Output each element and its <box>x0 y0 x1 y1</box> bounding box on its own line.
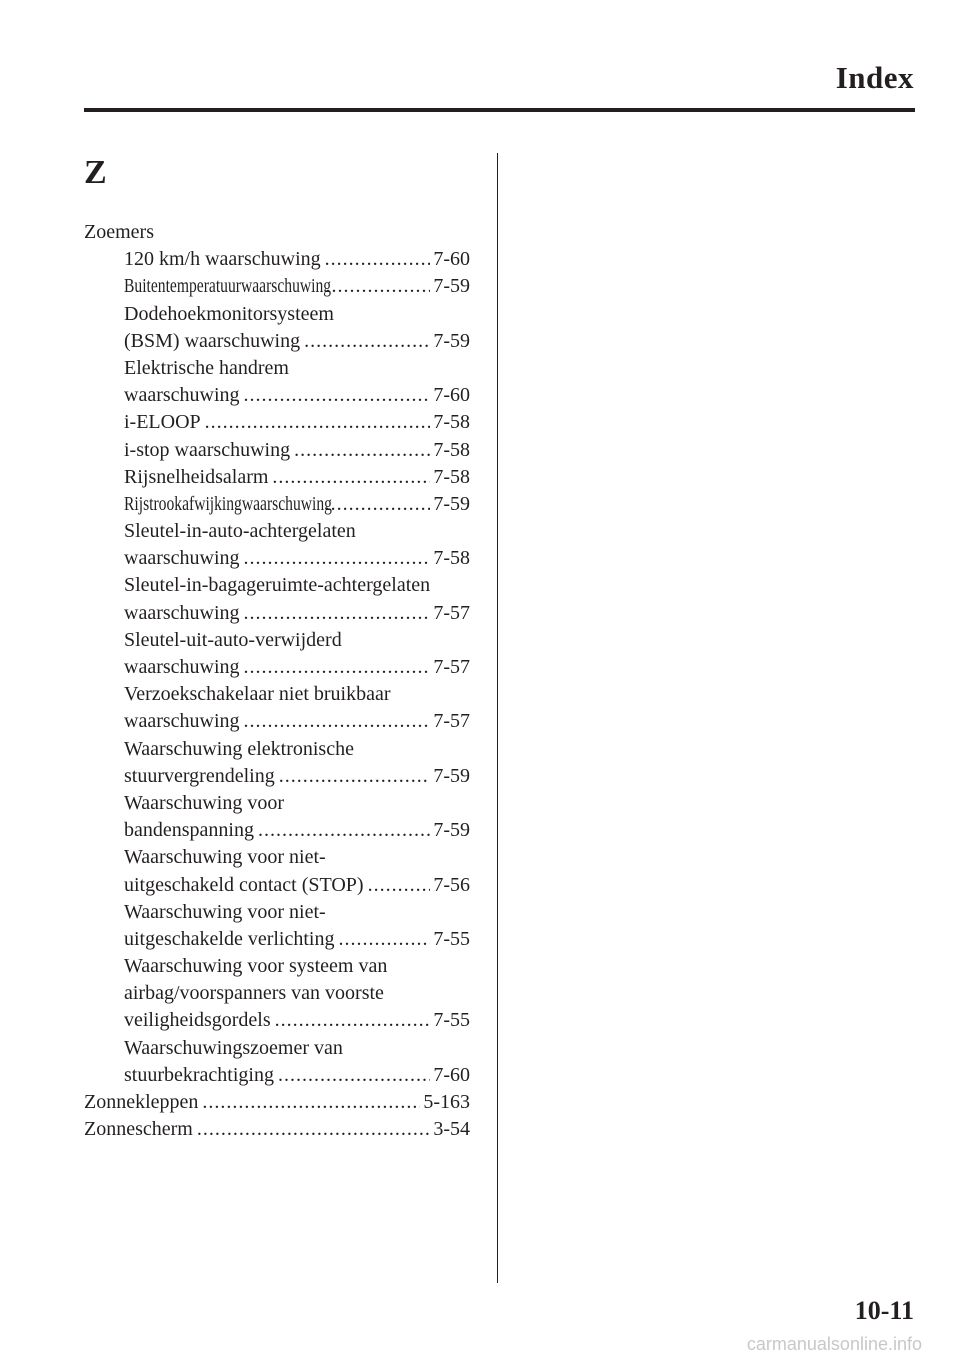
index-entry-text: veiligheidsgordels <box>124 1009 271 1032</box>
page-reference: 7-58 <box>433 438 470 461</box>
page-reference: 3-54 <box>433 1118 470 1141</box>
index-entry <box>84 708 470 735</box>
dot-leader <box>325 246 431 273</box>
index-entry-continued <box>84 627 470 654</box>
index-entry <box>84 817 470 844</box>
index-entry <box>84 464 470 491</box>
page-reference: 7-60 <box>433 248 470 271</box>
dot-leader <box>244 382 431 409</box>
index-entry-text: Rijsnelheidsalarm <box>124 465 269 488</box>
index-entry-continued <box>84 980 470 1007</box>
index-entry-text: uitgeschakeld contact (STOP) <box>124 873 364 896</box>
page-reference: 7-58 <box>433 411 470 434</box>
page-number: 10-11 <box>854 1296 914 1325</box>
index-entry-text: waarschuwing <box>124 384 240 407</box>
header-rule <box>84 108 915 112</box>
index-entry <box>84 273 470 300</box>
dot-leader <box>368 872 431 899</box>
dot-leader <box>244 600 431 627</box>
index-entry-text: Sleutel-in-auto-achtergelaten <box>124 520 356 543</box>
index-entry <box>84 491 470 518</box>
index-entry-text: 120 km/h waarschuwing <box>124 248 321 271</box>
index-entry-text: waarschuwing <box>124 601 240 624</box>
index-entry-continued <box>84 355 470 382</box>
page-reference: 7-55 <box>433 927 470 950</box>
index-entry-continued <box>84 1035 470 1062</box>
index-entry <box>84 1062 470 1089</box>
index-entry-text: i-stop waarschuwing <box>124 438 291 461</box>
index-entry-continued <box>84 790 470 817</box>
index-entry-text: airbag/voorspanners van voorste <box>124 982 384 1005</box>
page-reference: 7-59 <box>433 329 470 352</box>
index-entry-continued <box>84 301 470 328</box>
index-entry-text: stuurbekrachtiging <box>124 1063 274 1086</box>
index-entry <box>84 409 470 436</box>
index-entry-continued <box>84 518 470 545</box>
index-entry-text: Waarschuwing voor niet- <box>124 900 326 923</box>
dot-leader <box>197 1116 430 1143</box>
page-reference: 7-57 <box>433 710 470 733</box>
index-entry-continued <box>84 899 470 926</box>
dot-leader <box>325 273 430 300</box>
index-entry <box>84 926 470 953</box>
index-entry-text: Sleutel-in-bagageruimte-achtergelaten <box>124 574 431 597</box>
index-entry-text: (BSM) waarschuwing <box>124 329 301 352</box>
index-entry <box>84 1116 470 1143</box>
index-entry-continued <box>84 953 470 980</box>
index-entry-text: waarschuwing <box>124 547 240 570</box>
index-entry-continued <box>84 681 470 708</box>
dot-leader <box>244 545 431 572</box>
index-entry-text: Waarschuwing voor <box>124 791 285 814</box>
index-entry-text: Waarschuwingszoemer van <box>124 1036 343 1059</box>
index-entry-text: Verzoekschakelaar niet bruikbaar <box>124 683 391 706</box>
index-entry-heading <box>84 219 470 246</box>
index-entry-text: waarschuwing <box>124 656 240 678</box>
dot-leader <box>205 409 431 436</box>
index-entry <box>84 545 470 572</box>
page-header-title: Index <box>835 60 914 95</box>
dot-leader <box>258 817 430 844</box>
index-entry-text: bandenspanning <box>124 819 254 842</box>
dot-leader <box>325 491 431 518</box>
page-reference: 7-59 <box>433 275 470 298</box>
dot-leader <box>244 708 431 735</box>
page-reference: 5-163 <box>423 1091 470 1113</box>
index-entry <box>84 763 470 790</box>
index-entry <box>84 382 470 409</box>
page-reference: 7-60 <box>433 1063 470 1086</box>
index-entry-text: Rijstrookafwijkingwaarschuwing <box>124 492 332 515</box>
page-reference: 7-58 <box>433 465 470 488</box>
index-entry <box>84 872 470 899</box>
column-divider <box>497 153 498 1283</box>
index-entry-text: stuurvergrendeling <box>124 764 275 787</box>
index-entry-text: Waarschuwing elektronische <box>124 737 354 760</box>
watermark: carmanualsonline.info <box>746 1334 922 1354</box>
index-entry-text: Zonnekleppen <box>84 1091 199 1113</box>
index-entry-text: i-ELOOP <box>124 411 201 434</box>
dot-leader <box>275 1007 431 1034</box>
page-reference: 7-55 <box>433 1009 470 1032</box>
index-entry-text: Zonnescherm <box>84 1118 193 1141</box>
index-entry <box>84 654 470 681</box>
dot-leader <box>202 1089 420 1116</box>
index-entry-continued <box>84 844 470 871</box>
page-reference: 7-60 <box>433 384 470 407</box>
dot-leader <box>278 1062 430 1089</box>
index-entry <box>84 1089 470 1116</box>
index-entry <box>84 1007 470 1034</box>
page-reference: 7-59 <box>433 819 470 842</box>
index-entry-text: uitgeschakelde verlichting <box>124 927 335 950</box>
index-entry-text: Waarschuwing voor systeem van <box>124 955 388 978</box>
page-reference: 7-56 <box>433 873 470 896</box>
index-entry-text: waarschuwing <box>124 710 240 733</box>
dot-leader <box>338 926 430 953</box>
index-entry <box>84 246 470 273</box>
dot-leader <box>294 437 430 464</box>
index-list <box>84 219 470 1143</box>
dot-leader <box>279 763 431 790</box>
dot-leader <box>304 328 430 355</box>
page-reference: 7-58 <box>433 547 470 570</box>
page-reference: 7-57 <box>433 601 470 624</box>
page-reference: 7-59 <box>433 492 470 515</box>
dot-leader <box>244 654 431 681</box>
index-entry-text: Zoemers <box>84 221 154 243</box>
index-entry-text: Elektrische handrem <box>124 356 289 379</box>
index-entry-text: Buitentemperatuurwaarschuwing <box>124 275 332 298</box>
index-entry-text: Dodehoekmonitorsysteem <box>124 302 334 325</box>
index-entry-text: Sleutel-uit-auto-verwijderd <box>124 628 342 651</box>
dot-leader <box>272 464 430 491</box>
index-entry <box>84 600 470 627</box>
index-entry <box>84 437 470 464</box>
index-entry-continued <box>84 736 470 763</box>
page-reference: 7-57 <box>433 656 470 678</box>
index-entry-text: Waarschuwing voor niet- <box>124 846 326 869</box>
index-entry-continued <box>84 572 470 599</box>
index-entry <box>84 328 470 355</box>
page-reference: 7-59 <box>433 764 470 787</box>
section-letter: Z <box>84 154 107 191</box>
